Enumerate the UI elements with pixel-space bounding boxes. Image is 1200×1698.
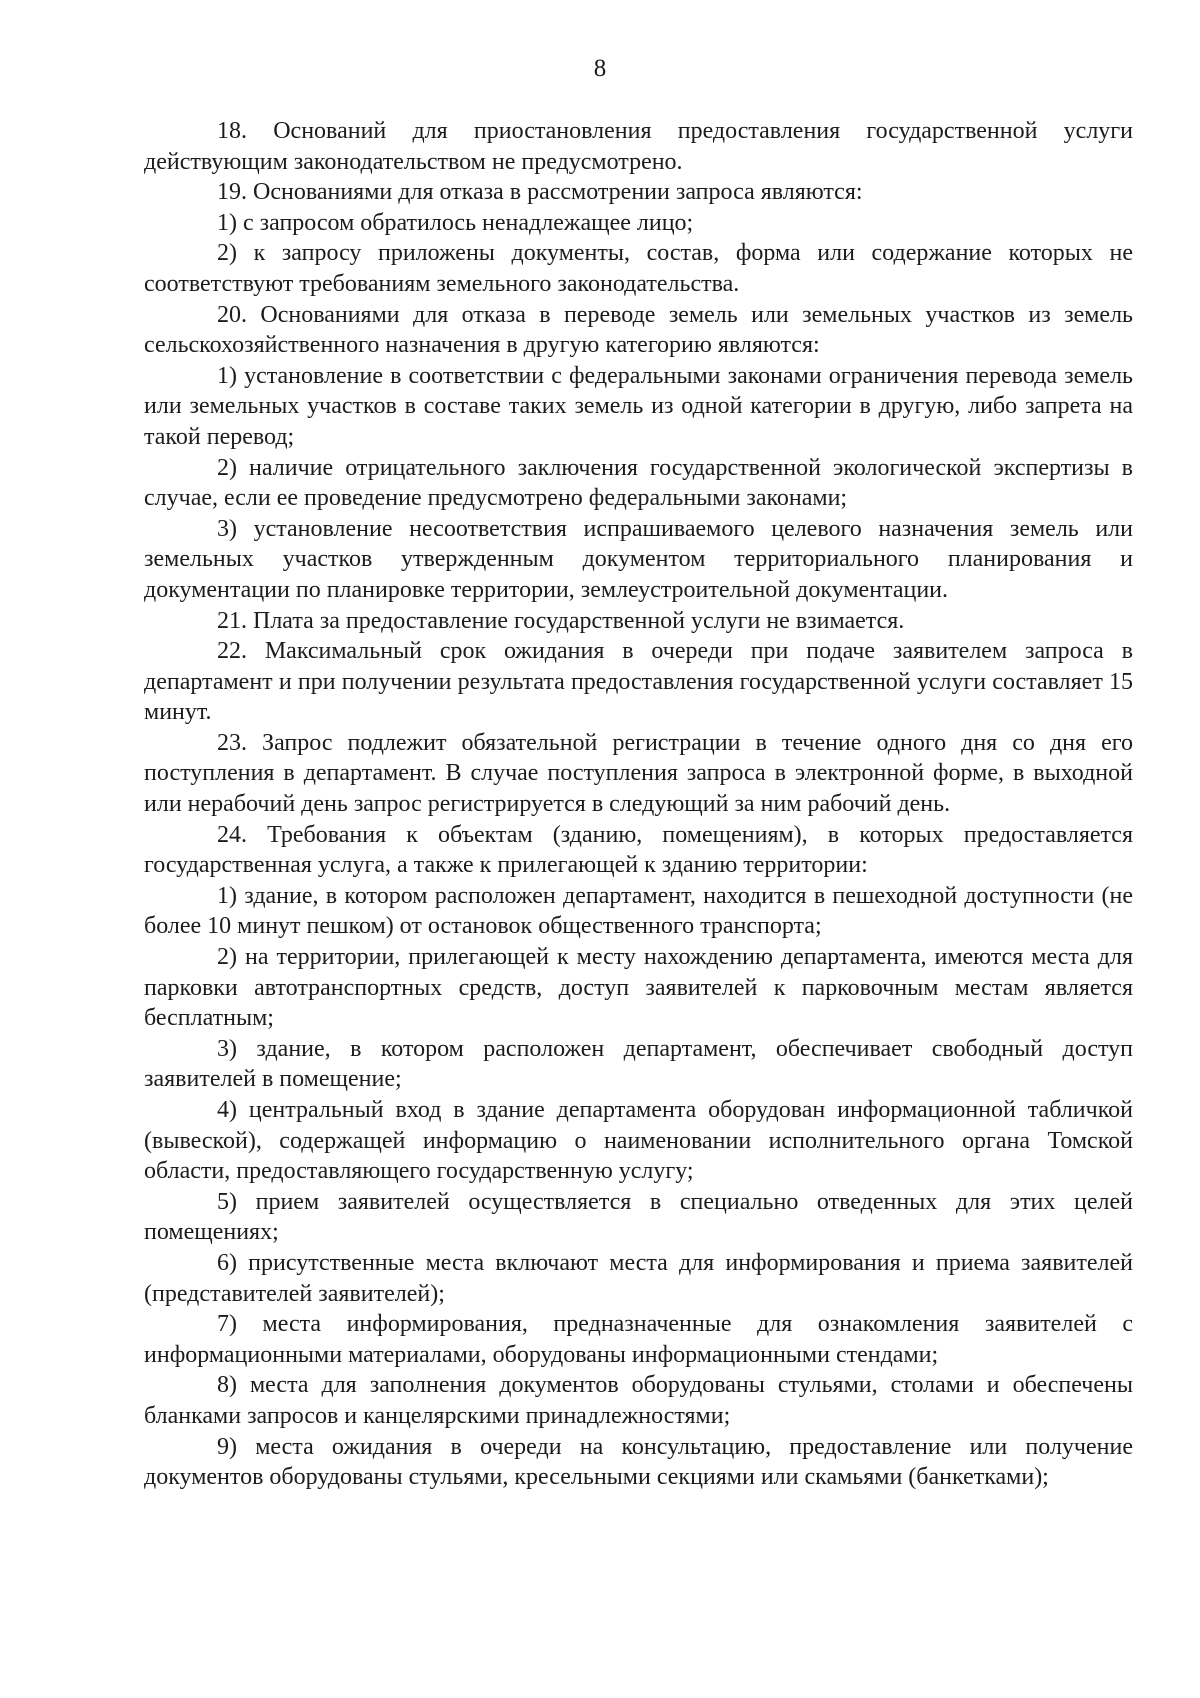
paragraph-24-item-9: 9) места ожидания в очереди на консультацию, предоставление или получение документов оборудованы стульями, кресельными секциями или скамьями (банкетками); [144, 1433, 1133, 1491]
paragraph-24-item-3: 3) здание, в котором расположен департамент, обеспечивает свободный доступ заявителей в помещение; [144, 1035, 1133, 1093]
paragraph-24-item-6: 6) присутственные места включают места для информирования и приема заявителей (представителей заявителей); [144, 1249, 1133, 1307]
paragraph-24-item-8: 8) места для заполнения документов оборудованы стульями, столами и обеспечены бланками запросов и канцелярскими принадлежностями; [144, 1372, 1133, 1429]
paragraph-20-item-3: 3) установление несоответствия испрашиваемого целевого назначения земель или земельных участков утвержденным документом территориального планирования и документации по планировке территории, землеустроительной документации. [144, 515, 1133, 603]
paragraph-19: 19. Основаниями для отказа в рассмотрении запроса являются: [217, 179, 863, 206]
paragraph-21: 21. Плата за предоставление государственной услуги не взимается. [217, 607, 905, 634]
paragraph-23: 23. Запрос подлежит обязательной регистрации в течение одного дня со дня его поступления в департамент. В случае поступления запроса в электронной форме, в выходной или нерабочий день запрос регистрируется в следующий за ним рабочий день. [144, 729, 1133, 818]
paragraph-24-item-1: 1) здание, в котором расположен департамент, находится в пешеходной доступности (не более 10 минут пешком) от остановок общественного транспорта; [144, 882, 1133, 940]
paragraph-24: 24. Требования к объектам (зданию, помещениям), в которых предоставляется государственная услуга, а также к прилегающей к зданию территории: [144, 821, 1133, 879]
paragraph-24-item-4: 4) центральный вход в здание департамента оборудован информационной табличкой (вывеской), содержащей информацию о наименовании исполнительного органа Томской области, предоставляющего государственную услугу; [144, 1097, 1133, 1185]
page-number: 8 [593, 55, 607, 82]
paragraph-20: 20. Основаниями для отказа в переводе земель или земельных участков из земель сельскохозяйственного назначения в другую категорию являются: [144, 301, 1133, 359]
paragraph-22: 22. Максимальный срок ожидания в очереди при подаче заявителем запроса в департамент и при получении результата предоставления государственной услуги составляет 15 минут. [144, 638, 1133, 726]
paragraph-20-item-2: 2) наличие отрицательного заключения государственной экологической экспертизы в случае, если ее проведение предусмотрено федеральными законами; [144, 454, 1133, 512]
paragraph-19-item-1: 1) с запросом обратилось ненадлежащее лицо; [217, 209, 694, 236]
document-body [144, 116, 1133, 1493]
paragraph-24-item-5: 5) прием заявителей осуществляется в специально отведенных для этих целей помещениях; [144, 1188, 1133, 1246]
paragraph-19-item-2: 2) к запросу приложены документы, состав, форма или содержание которых не соответствуют требованиям земельного законодательства. [144, 240, 1133, 297]
paragraph-24-item-2: 2) на территории, прилегающей к месту нахождению департамента, имеются места для парковки автотранспортных средств, доступ заявителей к парковочным местам является бесплатным; [144, 944, 1133, 1032]
paragraph-24-item-7: 7) места информирования, предназначенные для ознакомления заявителей с информационными материалами, оборудованы информационными стендами; [144, 1311, 1133, 1368]
paragraph-18: 18. Оснований для приостановления предоставления государственной услуги действующим законодательством не предусмотрено. [144, 118, 1133, 175]
paragraph-20-item-1: 1) установление в соответствии с федеральными законами ограничения перевода земель или земельных участков в составе таких земель из одной категории в другую, либо запрета на такой перевод; [144, 362, 1133, 450]
